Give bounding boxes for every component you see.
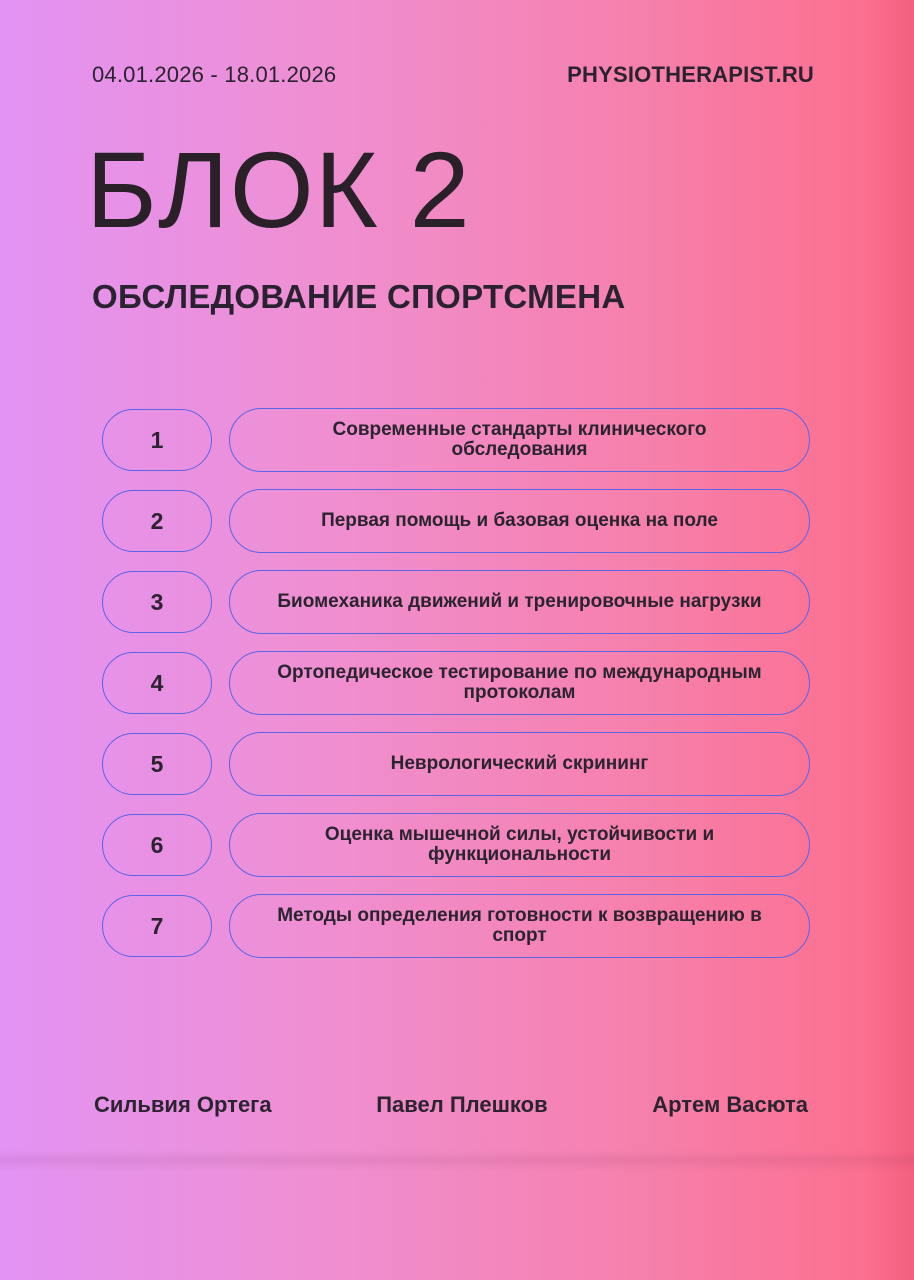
module-title: Первая помощь и базовая оценка на поле: [229, 489, 810, 553]
module-title: Биомеханика движений и тренировочные нагрузки: [229, 570, 810, 634]
author-name: Артем Васюта: [652, 1092, 808, 1117]
module-number: 1: [102, 409, 212, 471]
module-item: [102, 408, 812, 472]
module-number: 5: [102, 733, 212, 795]
block-subtitle: ОБСЛЕДОВАНИЕ СПОРТСМЕНА: [92, 278, 626, 315]
module-item: [102, 813, 812, 877]
author-name: Сильвия Ортега: [94, 1092, 272, 1117]
module-number: 7: [102, 895, 212, 957]
module-item: [102, 894, 812, 958]
site-name: PHYSIOTHERAPIST.RU: [567, 62, 814, 87]
module-title: Современные стандарты клинического обследования: [229, 408, 810, 472]
date-range: 04.01.2026 - 18.01.2026: [92, 62, 337, 87]
right-edge-shade: [864, 0, 914, 1280]
module-title: Оценка мышечной силы, устойчивости и функциональности: [229, 813, 810, 877]
module-item: [102, 570, 812, 634]
module-title: Ортопедическое тестирование по международным протоколам: [229, 651, 810, 715]
module-number: 2: [102, 490, 212, 552]
module-number: 3: [102, 571, 212, 633]
authors-row: [94, 1092, 808, 1118]
fold-shadow: [0, 1150, 914, 1172]
module-number: 4: [102, 652, 212, 714]
module-title: Неврологический скрининг: [229, 732, 810, 796]
module-item: [102, 489, 812, 553]
module-item: [102, 651, 812, 715]
module-number: 6: [102, 814, 212, 876]
block-title: БЛОК 2: [86, 129, 471, 250]
module-title: Методы определения готовности к возвращению в спорт: [229, 894, 810, 958]
author-name: Павел Плешков: [376, 1092, 548, 1117]
module-item: [102, 732, 812, 796]
module-list: [102, 408, 812, 975]
header-row: [92, 62, 814, 88]
